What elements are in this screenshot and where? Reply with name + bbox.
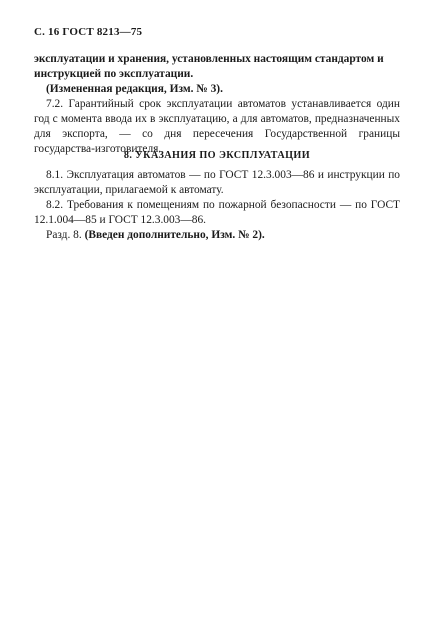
continuation-line-2: инструкцией по эксплуатации. [34,68,194,80]
continuation-line-1: эксплуатации и хранения, установленных настоящим стандартом и [34,53,384,65]
top-text-block [34,52,400,157]
section-8-title: 8. УКАЗАНИЯ ПО ЭКСПЛУАТАЦИИ [123,150,311,161]
paragraph-8-2: 8.2. Требования к помещениям по пожарной безопасности — по ГОСТ 12.1.004—85 и ГОСТ 12.3.003—86. [34,199,400,226]
note-amendment-2: (Введен дополнительно, Изм. № 2). [84,229,265,241]
section-8-body [34,168,400,243]
section-8-amendment-note [34,228,400,243]
note-prefix: Разд. 8. [46,229,82,241]
paragraph-7-2: 7.2. Гарантийный срок эксплуатации автоматов устанавливается один год с момента ввода их в эксплуатацию, а для автоматов, предназначенных для экспорта, — со дня пересечения Государственной границы государства-изготовителя. [34,98,400,155]
amendment-note-3: (Измененная редакция, Изм. № 3). [46,83,223,95]
paragraph-8-1: 8.1. Эксплуатация автоматов — по ГОСТ 12.3.003—86 и инструкции по эксплуатации, прилагаемой к автомату. [34,169,400,196]
page-header: С. 16 ГОСТ 8213—75 [34,26,143,38]
